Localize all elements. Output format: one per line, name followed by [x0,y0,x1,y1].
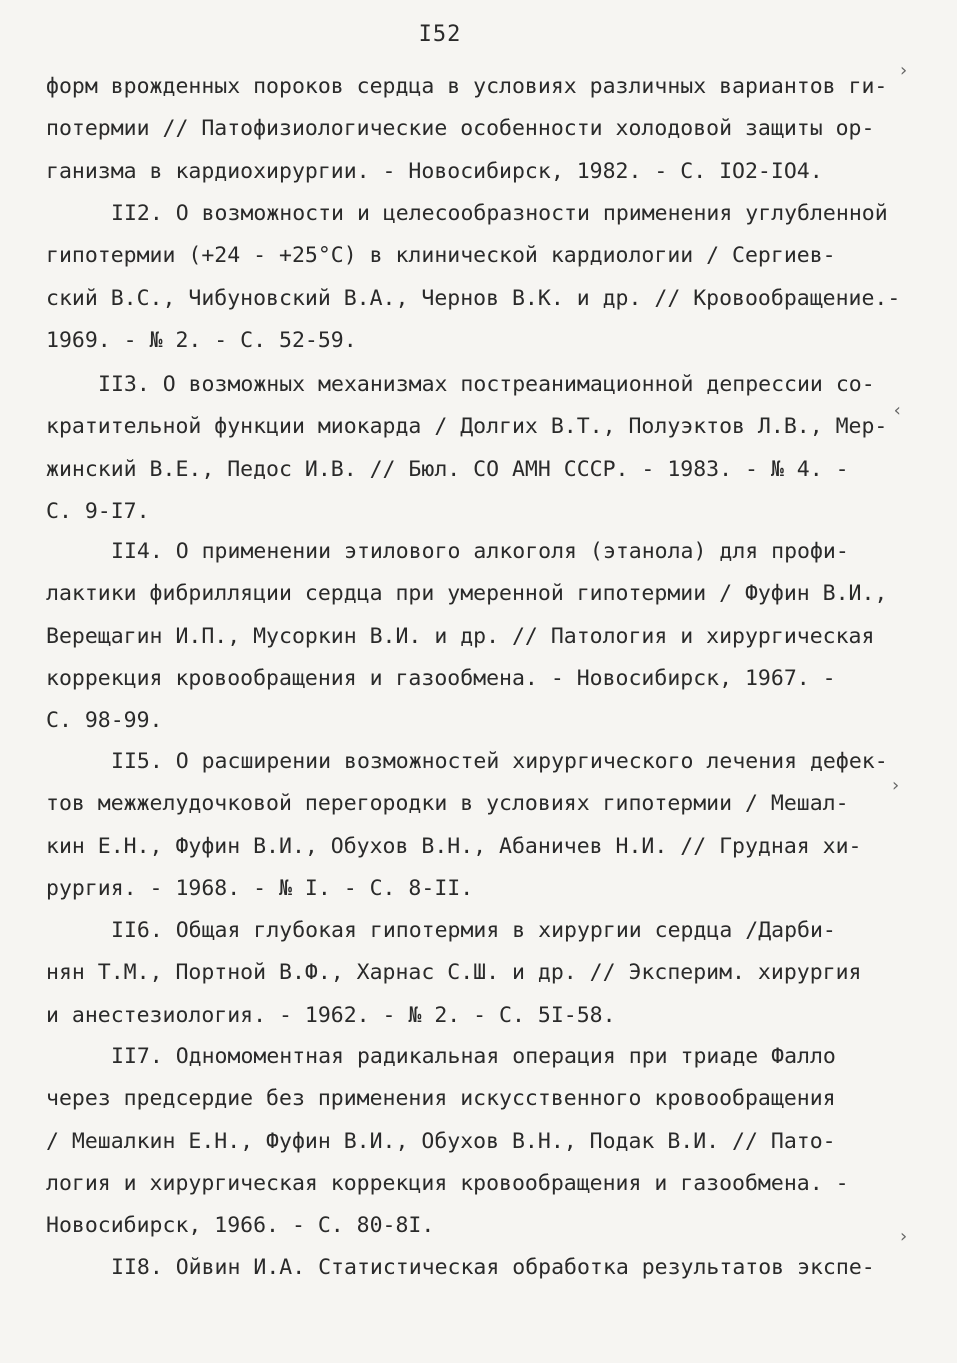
reference-118 [46,1247,886,1289]
reference-line: / Мешалкин Е.Н., Фуфин В.И., Обухов В.Н., Подак В.И. // Пато- [46,1128,836,1154]
reference-line: Верещагин И.П., Мусоркин В.И. и др. // Патология и хирургическая [46,623,875,649]
reference-line: коррекция кровообращения и газообмена. - Новосибирск, 1967. - [46,665,836,691]
reference-line: ганизма в кардиохирургии. - Новосибирск, 1982. - С. IO2-IO4. [46,158,823,184]
reference-continuation [46,66,886,193]
reference-line: тов межжелудочковой перегородки в условиях гипотермии / Мешал- [46,791,849,817]
reference-117 [46,1036,886,1247]
reference-line: через предсердие без применения искусственного кровообращения [46,1086,836,1112]
reference-line: логия и хирургическая коррекция кровообращения и газообмена. - [46,1170,849,1196]
reference-line: потермии // Патофизиологические особенности холодовой защиты ор- [46,116,875,142]
reference-line: 1969. - № 2. - С. 52-59. [46,327,357,353]
reference-line: лактики фибрилляции сердца при умеренной гипотермии / Фуфин В.И., [46,581,888,607]
reference-line: II8. Ойвин И.А. Статистическая обработка результатов экспе- [111,1255,875,1280]
margin-mark: › [890,775,901,796]
reference-line: II7. Одномоментная радикальная операция при триаде Фалло [111,1044,836,1069]
reference-line: жинский В.Е., Педос И.В. // Бюл. СО АМН СССР. - 1983. - № 4. - [46,456,849,482]
reference-line: II3. О возможных механизмах постреанимационной депрессии со- [98,372,875,397]
margin-mark: ‹ [892,400,903,421]
reference-115 [46,741,886,910]
reference-112 [46,193,901,362]
reference-line: С. 9-I7. [46,498,150,524]
reference-line: II6. Общая глубокая гипотермия в хирургии сердца /Дарби- [111,918,836,943]
reference-line: II5. О расширении возможностей хирургического лечения дефек- [111,749,888,774]
margin-mark: › [898,1226,909,1247]
reference-114 [46,531,886,742]
reference-line: гипотермии (+24 - +25°С) в клинической кардиологии / Сергиев- [46,243,836,269]
reference-line: II2. О возможности и целесообразности применения углубленной [111,201,888,226]
reference-line: нян Т.М., Портной В.Ф., Харнас С.Ш. и др. // Эксперим. хирургия [46,960,862,986]
reference-line: кин Е.Н., Фуфин В.И., Обухов В.Н., Абаничев Н.И. // Грудная хи- [46,833,862,859]
reference-line: II4. О применении этилового алкоголя (этанола) для профи- [111,539,849,564]
reference-line: С. 98-99. [46,708,163,734]
reference-116 [46,910,886,1037]
reference-line: кратительной функции миокарда / Долгих В.Т., Полуэктов Л.В., Мер- [46,414,888,440]
reference-line: Новосибирск, 1966. - С. 80-8I. [46,1213,435,1239]
reference-113 [46,364,886,533]
reference-line: и анестезиология. - 1962. - № 2. - С. 5I-58. [46,1002,616,1028]
page-number: I52 [418,22,462,47]
reference-line: рургия. - 1968. - № I. - С. 8-II. [46,875,474,901]
reference-line: форм врожденных пороков сердца в условиях различных вариантов ги- [46,74,888,99]
reference-line: ский В.С., Чибуновский В.А., Чернов В.К. и др. // Кровообращение.- [46,285,901,311]
margin-mark: › [898,60,909,81]
